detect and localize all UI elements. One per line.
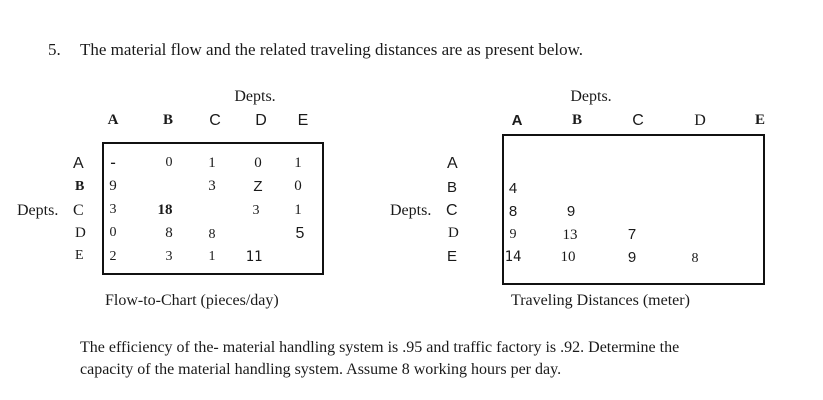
distance-row-header-c: C	[446, 202, 458, 219]
flow-cell-a-a: -	[110, 154, 116, 171]
flow-cell-a-e: 1	[294, 155, 302, 171]
flow-row-header-a: A	[73, 155, 84, 172]
flow-col-header-e: E	[297, 112, 309, 129]
question-number: 5.	[48, 40, 61, 59]
distance-cell-e-b: 10	[560, 249, 576, 265]
distance-cell-d-a: 9	[509, 227, 517, 242]
distance-col-header-a: A	[511, 112, 523, 129]
problem-statement-line2: capacity of the material handling system. Assume 8 working hours per day.	[80, 361, 562, 378]
flow-cell-d-c: 8	[208, 227, 216, 242]
problem-statement-line1: The efficiency of the- material handling system is .95 and traffic factory is .92. Determine the	[80, 339, 680, 356]
flow-row-header-b: B	[75, 179, 85, 194]
distance-cell-e-d: 8	[691, 251, 699, 266]
flow-cell-d-e: 5	[295, 225, 305, 242]
distance-cell-e-c: 9	[627, 249, 637, 266]
flow-col-header-c: C	[209, 112, 221, 129]
flow-row-header-e: E	[75, 248, 84, 263]
question-text: The material flow and the related traveling distances are as present below.	[80, 40, 584, 59]
distance-chart-caption: Traveling Distances (meter)	[511, 292, 690, 309]
flow-cell-d-a: 0	[109, 225, 117, 240]
flow-row-header-c: C	[73, 202, 84, 219]
flow-cell-a-c: 1	[208, 155, 216, 171]
distance-cell-e-a: 14	[504, 249, 522, 265]
distance-row-header-a: A	[447, 155, 458, 172]
flow-cell-b-a: 9	[109, 178, 117, 194]
flow-cell-b-d: Z	[253, 178, 263, 195]
flow-col-header-b: B	[162, 112, 174, 128]
distance-col-header-e: E	[754, 112, 766, 128]
distance-cell-d-c: 7	[627, 226, 637, 243]
flow-cell-e-d: 11	[245, 249, 263, 265]
distance-depts-top-label: Depts.	[570, 88, 612, 105]
distance-cell-c-a: 8	[508, 203, 518, 220]
flow-col-header-d: D	[255, 112, 267, 129]
flow-cell-a-d: 0	[254, 155, 262, 171]
distance-row-header-b: B	[447, 179, 458, 196]
distance-col-header-c: C	[632, 112, 644, 129]
distance-cell-b-a: 4	[508, 180, 518, 197]
distance-col-header-b: B	[571, 112, 583, 128]
flow-cell-b-c: 3	[208, 178, 216, 194]
distance-cell-d-b: 13	[562, 227, 578, 243]
flow-cell-a-b: 0	[165, 155, 173, 170]
flow-row-header-d: D	[75, 225, 86, 241]
flow-col-header-a: A	[107, 112, 119, 128]
distance-row-header-d: D	[448, 225, 459, 241]
flow-cell-c-d: 3	[252, 203, 260, 218]
flow-depts-side-label: Depts.	[17, 202, 59, 219]
distance-depts-side-label: Depts.	[390, 202, 432, 219]
flow-cell-c-e: 1	[294, 202, 302, 218]
flow-chart-caption: Flow-to-Chart (pieces/day)	[105, 292, 279, 309]
flow-cell-d-b: 8	[165, 225, 173, 241]
flow-cell-e-a: 2	[109, 249, 117, 264]
distance-cell-c-b: 9	[566, 203, 576, 220]
flow-cell-e-b: 3	[165, 249, 173, 264]
flow-cell-b-e: 0	[294, 178, 302, 194]
flow-cell-c-b: 18	[157, 202, 173, 218]
distance-col-header-d: D	[694, 112, 706, 129]
flow-cell-c-a: 3	[109, 202, 117, 217]
flow-cell-e-c: 1	[208, 249, 216, 264]
flow-depts-top-label: Depts.	[234, 88, 276, 105]
distance-row-header-e: E	[447, 248, 458, 265]
